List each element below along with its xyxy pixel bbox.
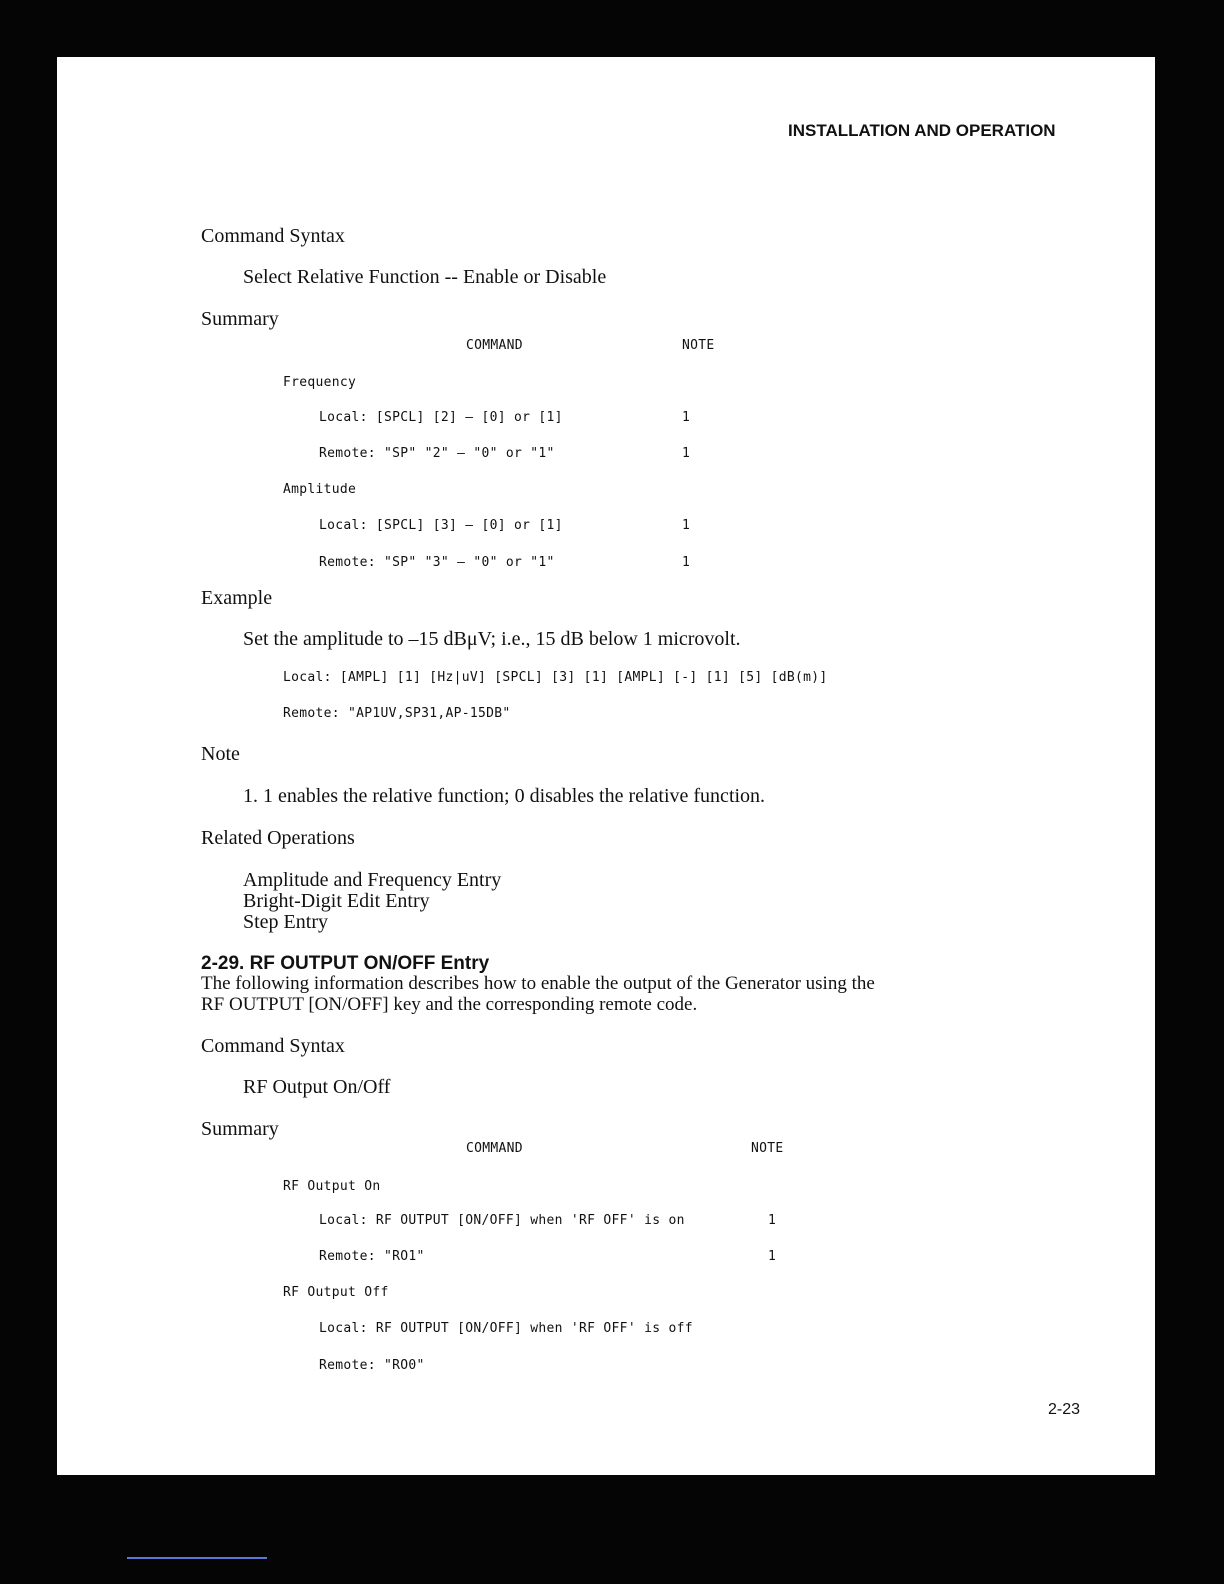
rf-output-off-remote-command: Remote: "RO0" [319, 1358, 425, 1373]
command-syntax-heading: Command Syntax [201, 225, 345, 247]
rf-output-on-local-note: 1 [768, 1213, 777, 1228]
column-header-command: COMMAND [466, 338, 523, 353]
function-name: Select Relative Function -- Enable or Disable [243, 266, 607, 288]
rf-output-on-remote-command: Remote: "RO1" [319, 1249, 425, 1264]
rf-output-on-remote-note: 1 [768, 1249, 777, 1264]
rf-output-on-local-command: Local: RF OUTPUT [ON/OFF] when 'RF OFF' is on [319, 1213, 685, 1228]
amplitude-local-command: Local: [SPCL] [3] — [0] or [1] [319, 518, 563, 533]
column-header-note: NOTE [682, 338, 715, 353]
note-heading: Note [201, 743, 240, 765]
related-operation-item: Step Entry [243, 911, 328, 933]
frequency-local-note: 1 [682, 410, 691, 425]
rf-output-on-label: RF Output On [283, 1179, 381, 1194]
amplitude-label: Amplitude [283, 482, 357, 497]
example-heading: Example [201, 587, 273, 609]
summary-heading: Summary [201, 1118, 279, 1140]
rf-output-off-label: RF Output Off [283, 1285, 389, 1300]
note-item: 1. 1 enables the relative function; 0 disables the relative function. [243, 785, 766, 807]
function-name: RF Output On/Off [243, 1076, 391, 1098]
scan-artifact-line [127, 1557, 267, 1559]
frequency-label: Frequency [283, 375, 357, 390]
related-operation-item: Amplitude and Frequency Entry [243, 869, 502, 891]
amplitude-remote-note: 1 [682, 555, 691, 570]
related-operation-item: Bright-Digit Edit Entry [243, 890, 430, 912]
example-local-command: Local: [AMPL] [1] [Hz|uV] [SPCL] [3] [1] [AMPL] [-] [1] [5] [dB(m)] [283, 670, 828, 685]
section-description-line: The following information describes how to enable the output of the Generator using the [201, 973, 875, 994]
frequency-remote-command: Remote: "SP" "2" — "0" or "1" [319, 446, 555, 461]
column-header-command: COMMAND [466, 1141, 523, 1156]
example-text: Set the amplitude to –15 dBμV; i.e., 15 dB below 1 microvolt. [243, 628, 741, 650]
section-title: 2-29. RF OUTPUT ON/OFF Entry [201, 953, 490, 974]
amplitude-local-note: 1 [682, 518, 691, 533]
rf-output-off-local-command: Local: RF OUTPUT [ON/OFF] when 'RF OFF' is off [319, 1321, 693, 1336]
page-number: 2-23 [1048, 1401, 1081, 1418]
page-header: INSTALLATION AND OPERATION [788, 121, 1056, 140]
frequency-local-command: Local: [SPCL] [2] — [0] or [1] [319, 410, 563, 425]
amplitude-remote-command: Remote: "SP" "3" — "0" or "1" [319, 555, 555, 570]
frequency-remote-note: 1 [682, 446, 691, 461]
summary-heading: Summary [201, 308, 279, 330]
command-syntax-heading: Command Syntax [201, 1035, 345, 1057]
column-header-note: NOTE [751, 1141, 784, 1156]
related-operations-heading: Related Operations [201, 827, 355, 849]
section-description-line: RF OUTPUT [ON/OFF] key and the corresponding remote code. [201, 994, 698, 1015]
example-remote-command: Remote: "AP1UV,SP31,AP-15DB" [283, 706, 511, 721]
